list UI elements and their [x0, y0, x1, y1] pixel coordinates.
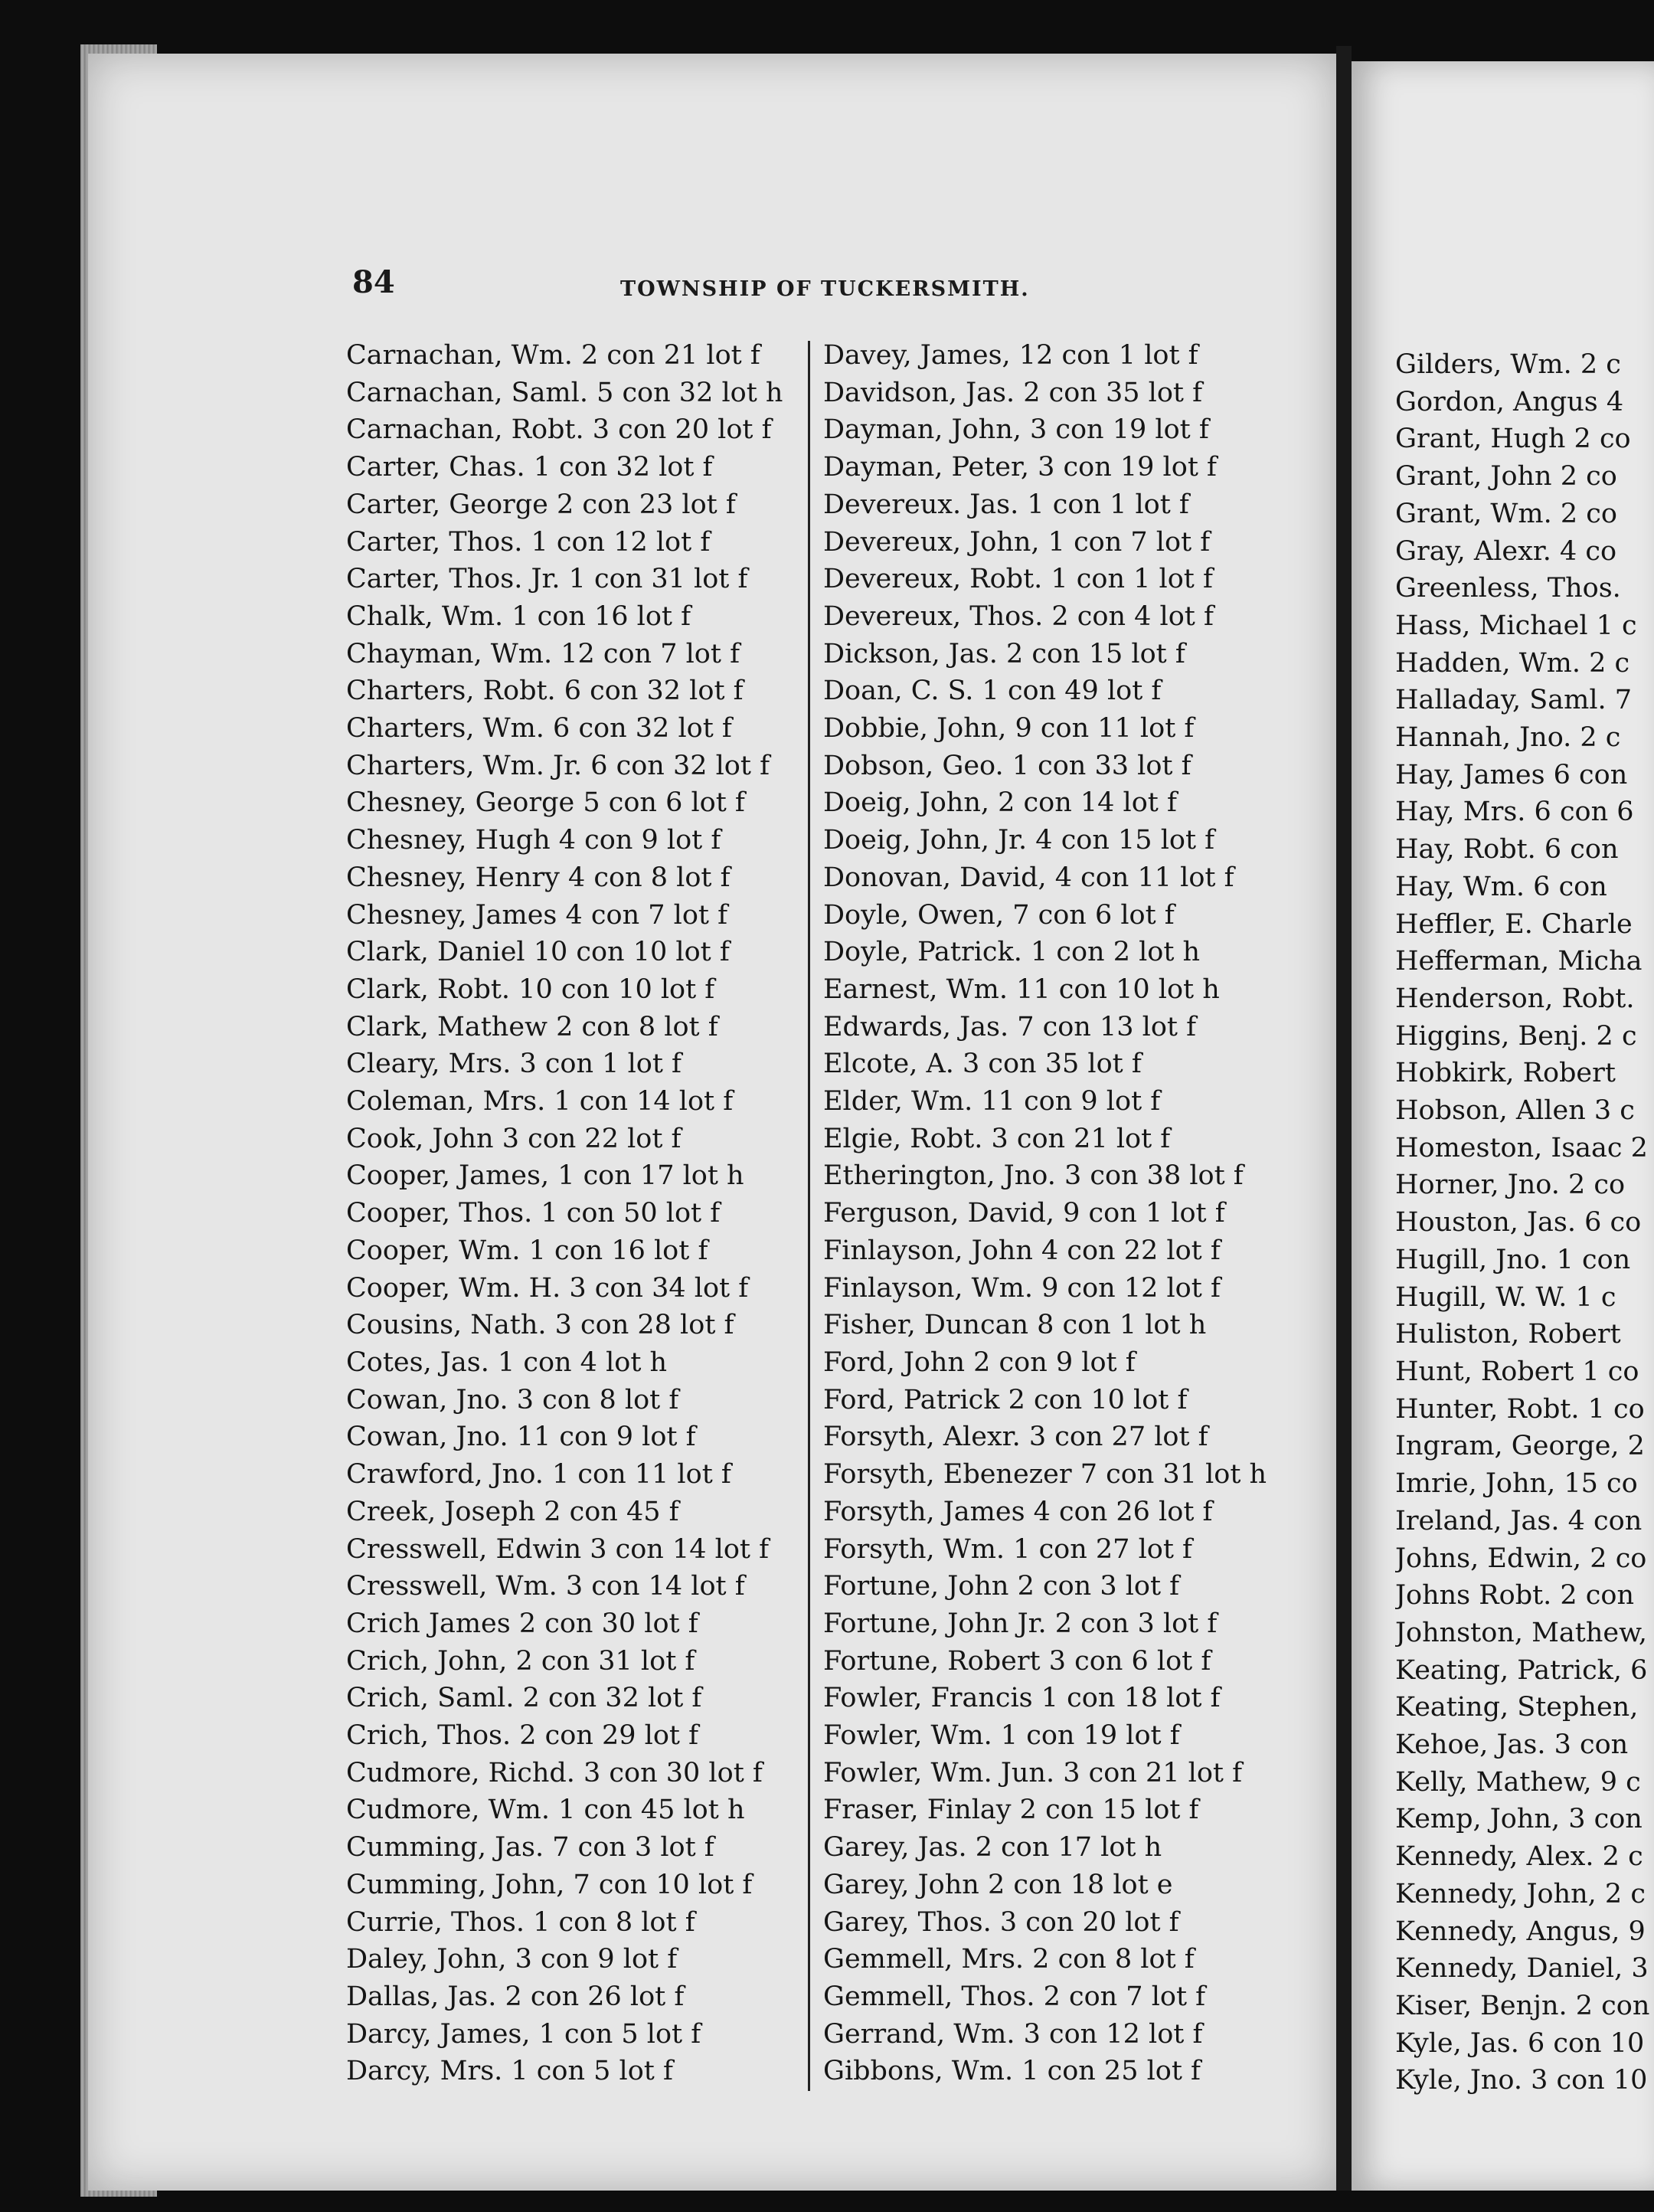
directory-entry: Fraser, Finlay 2 con 15 lot f — [823, 1795, 1199, 1826]
directory-entry: Crich, Thos. 2 con 29 lot f — [346, 1720, 699, 1752]
directory-entry: Gibbons, Wm. 1 con 25 lot f — [823, 2056, 1201, 2087]
directory-entry: Earnest, Wm. 11 con 10 lot h — [823, 973, 1220, 1005]
directory-entry: Grant, John 2 co — [1395, 461, 1617, 492]
directory-entry: Hannah, Jno. 2 c — [1395, 722, 1621, 754]
directory-entry: Cumming, John, 7 con 10 lot f — [346, 1869, 753, 1900]
directory-entry: Cooper, Wm. H. 3 con 34 lot f — [346, 1272, 749, 1304]
directory-entry: Garey, Jas. 2 con 17 lot h — [823, 1832, 1162, 1864]
column-divider — [808, 341, 810, 2091]
directory-entry: Doeig, John, 2 con 14 lot f — [823, 787, 1177, 819]
directory-entry: Devereux, John, 1 con 7 lot f — [823, 526, 1211, 558]
directory-entry: Hass, Michael 1 c — [1395, 610, 1637, 641]
directory-entry: Chayman, Wm. 12 con 7 lot f — [346, 638, 740, 669]
directory-entry: Clark, Robt. 10 con 10 lot f — [346, 973, 715, 1005]
page-title: TOWNSHIP OF TUCKERSMITH. — [620, 277, 1030, 301]
directory-entry: Carter, Chas. 1 con 32 lot f — [346, 452, 713, 483]
directory-entry: Heffler, E. Charle — [1395, 908, 1633, 940]
directory-entry: Fowler, Wm. Jun. 3 con 21 lot f — [823, 1757, 1243, 1788]
directory-entry: Doan, C. S. 1 con 49 lot f — [823, 676, 1162, 707]
directory-entry: Henderson, Robt. — [1395, 983, 1635, 1014]
directory-entry: Ferguson, David, 9 con 1 lot f — [823, 1198, 1225, 1229]
directory-entry: Chesney, James 4 con 7 lot f — [346, 899, 728, 931]
directory-entry: Charters, Wm. 6 con 32 lot f — [346, 713, 732, 744]
directory-entry: Kennedy, Alex. 2 c — [1395, 1841, 1643, 1873]
page-number: 84 — [352, 264, 395, 300]
directory-entry: Forsyth, Alexr. 3 con 27 lot f — [823, 1422, 1208, 1453]
directory-entry: Hugill, Jno. 1 con — [1395, 1244, 1631, 1275]
directory-entry: Carnachan, Wm. 2 con 21 lot f — [346, 340, 760, 371]
directory-entry: Doyle, Patrick. 1 con 2 lot h — [823, 937, 1201, 968]
directory-entry: Johnston, Mathew, — [1395, 1617, 1648, 1648]
directory-entry: Doyle, Owen, 7 con 6 lot f — [823, 899, 1175, 931]
directory-entry: Crich, Saml. 2 con 32 lot f — [346, 1683, 702, 1714]
directory-entry: Fortune, John Jr. 2 con 3 lot f — [823, 1608, 1218, 1639]
directory-entry: Cooper, Thos. 1 con 50 lot f — [346, 1198, 721, 1229]
directory-entry: Grant, Hugh 2 co — [1395, 424, 1631, 455]
directory-entry: Kehoe, Jas. 3 con — [1395, 1729, 1629, 1761]
directory-entry: Gemmell, Mrs. 2 con 8 lot f — [823, 1944, 1195, 1975]
directory-entry: Elcote, A. 3 con 35 lot f — [823, 1049, 1142, 1080]
directory-entry: Etherington, Jno. 3 con 38 lot f — [823, 1160, 1244, 1192]
directory-entry: Hay, Robt. 6 con — [1395, 834, 1619, 865]
directory-entry: Creek, Joseph 2 con 45 f — [346, 1496, 679, 1527]
directory-entry: Garey, Thos. 3 con 20 lot f — [823, 1906, 1179, 1938]
directory-entry: Huliston, Robert — [1395, 1319, 1621, 1350]
directory-entry: Crawford, Jno. 1 con 11 lot f — [346, 1459, 731, 1490]
directory-entry: Hefferman, Micha — [1395, 946, 1643, 977]
directory-entry: Dobbie, John, 9 con 11 lot f — [823, 713, 1195, 744]
directory-entry: Currie, Thos. 1 con 8 lot f — [346, 1906, 695, 1938]
directory-entry: Gemmell, Thos. 2 con 7 lot f — [823, 1981, 1206, 2012]
directory-entry: Kennedy, John, 2 c — [1395, 1878, 1646, 1909]
directory-entry: Hay, Wm. 6 con — [1395, 871, 1607, 902]
directory-entry: Carter, George 2 con 23 lot f — [346, 489, 736, 520]
directory-entry: Cowan, Jno. 3 con 8 lot f — [346, 1384, 679, 1415]
directory-entry: Fowler, Francis 1 con 18 lot f — [823, 1683, 1221, 1714]
directory-entry: Chesney, Henry 4 con 8 lot f — [346, 862, 731, 893]
directory-entry: Donovan, David, 4 con 11 lot f — [823, 862, 1234, 893]
directory-entry: Cooper, James, 1 con 17 lot h — [346, 1160, 744, 1192]
directory-entry: Fortune, Robert 3 con 6 lot f — [823, 1645, 1211, 1677]
directory-entry: Johns, Edwin, 2 co — [1395, 1543, 1647, 1574]
directory-entry: Cudmore, Wm. 1 con 45 lot h — [346, 1795, 745, 1826]
directory-entry: Halladay, Saml. 7 — [1395, 685, 1633, 716]
directory-entry: Cowan, Jno. 11 con 9 lot f — [346, 1422, 696, 1453]
directory-entry: Edwards, Jas. 7 con 13 lot f — [823, 1011, 1197, 1042]
directory-column-1 — [346, 337, 783, 2090]
book-gutter — [1336, 46, 1352, 2191]
directory-entry: Gilders, Wm. 2 c — [1395, 349, 1621, 380]
directory-entry: Cudmore, Richd. 3 con 30 lot f — [346, 1757, 763, 1788]
directory-entry: Keating, Stephen, — [1395, 1692, 1639, 1723]
directory-entry: Kyle, Jas. 6 con 10 — [1395, 2027, 1645, 2059]
directory-entry: Houston, Jas. 6 co — [1395, 1207, 1642, 1239]
directory-entry: Forsyth, Wm. 1 con 27 lot f — [823, 1533, 1192, 1565]
directory-entry: Darcy, Mrs. 1 con 5 lot f — [346, 2056, 673, 2087]
directory-entry: Hunt, Robert 1 co — [1395, 1356, 1639, 1387]
directory-entry: Clark, Mathew 2 con 8 lot f — [346, 1011, 718, 1042]
directory-entry: Fortune, John 2 con 3 lot f — [823, 1571, 1180, 1602]
directory-entry: Ireland, Jas. 4 con — [1395, 1505, 1643, 1536]
directory-entry: Cooper, Wm. 1 con 16 lot f — [346, 1235, 708, 1266]
directory-entry: Clark, Daniel 10 con 10 lot f — [346, 937, 730, 968]
directory-entry: Hadden, Wm. 2 c — [1395, 647, 1630, 679]
directory-entry: Garey, John 2 con 18 lot e — [823, 1869, 1173, 1900]
directory-entry: Imrie, John, 15 co — [1395, 1468, 1638, 1500]
directory-entry: Dallas, Jas. 2 con 26 lot f — [346, 1981, 685, 2012]
directory-entry: Carnachan, Saml. 5 con 32 lot h — [346, 377, 783, 408]
directory-entry: Kyle, Jno. 3 con 10 — [1395, 2065, 1648, 2096]
directory-entry: Ingram, George, 2 — [1395, 1431, 1645, 1462]
directory-entry: Ford, John 2 con 9 lot f — [823, 1347, 1136, 1378]
directory-entry: Hay, Mrs. 6 con 6 — [1395, 797, 1634, 828]
directory-entry: Cousins, Nath. 3 con 28 lot f — [346, 1310, 734, 1341]
directory-entry: Dickson, Jas. 2 con 15 lot f — [823, 638, 1185, 669]
directory-entry: Grant, Wm. 2 co — [1395, 498, 1617, 529]
directory-entry: Devereux, Thos. 2 con 4 lot f — [823, 600, 1214, 632]
directory-entry: Johns Robt. 2 con — [1395, 1580, 1635, 1612]
directory-entry: Cresswell, Edwin 3 con 14 lot f — [346, 1533, 770, 1565]
directory-column-2 — [823, 337, 1267, 2090]
directory-entry: Kelly, Mathew, 9 c — [1395, 1766, 1641, 1798]
directory-entry: Chesney, Hugh 4 con 9 lot f — [346, 825, 721, 856]
directory-entry: Ford, Patrick 2 con 10 lot f — [823, 1384, 1188, 1415]
directory-entry: Kemp, John, 3 con — [1395, 1804, 1643, 1835]
directory-entry: Forsyth, James 4 con 26 lot f — [823, 1496, 1213, 1527]
directory-entry: Crich James 2 con 30 lot f — [346, 1608, 698, 1639]
directory-entry: Hay, James 6 con — [1395, 759, 1628, 790]
directory-entry: Kiser, Benjn. 2 con — [1395, 1990, 1650, 2021]
directory-entry: Cotes, Jas. 1 con 4 lot h — [346, 1347, 668, 1378]
directory-entry: Carnachan, Robt. 3 con 20 lot f — [346, 414, 772, 446]
directory-entry: Dayman, John, 3 con 19 lot f — [823, 414, 1209, 446]
directory-entry: Daley, John, 3 con 9 lot f — [346, 1944, 678, 1975]
directory-column-3 — [1395, 346, 1654, 2099]
directory-entry: Hobson, Allen 3 c — [1395, 1095, 1635, 1127]
directory-entry: Forsyth, Ebenezer 7 con 31 lot h — [823, 1459, 1267, 1490]
directory-entry: Finlayson, Wm. 9 con 12 lot f — [823, 1272, 1221, 1304]
directory-entry: Chesney, George 5 con 6 lot f — [346, 787, 745, 819]
directory-entry: Cumming, Jas. 7 con 3 lot f — [346, 1832, 714, 1864]
directory-entry: Dobson, Geo. 1 con 33 lot f — [823, 750, 1191, 781]
directory-entry: Darcy, James, 1 con 5 lot f — [346, 2018, 701, 2050]
directory-entry: Horner, Jno. 2 co — [1395, 1170, 1626, 1201]
directory-entry: Elgie, Robt. 3 con 21 lot f — [823, 1123, 1171, 1154]
directory-entry: Elder, Wm. 11 con 9 lot f — [823, 1086, 1161, 1117]
directory-entry: Davidson, Jas. 2 con 35 lot f — [823, 377, 1203, 408]
directory-entry: Devereux. Jas. 1 con 1 lot f — [823, 489, 1189, 520]
directory-entry: Kennedy, Angus, 9 — [1395, 1916, 1646, 1947]
directory-entry: Homeston, Isaac 2 — [1395, 1132, 1648, 1163]
directory-entry: Crich, John, 2 con 31 lot f — [346, 1645, 695, 1677]
directory-entry: Higgins, Benj. 2 c — [1395, 1020, 1637, 1052]
directory-entry: Devereux, Robt. 1 con 1 lot f — [823, 564, 1213, 595]
directory-entry: Hobkirk, Robert — [1395, 1058, 1616, 1089]
directory-entry: Gray, Alexr. 4 co — [1395, 535, 1617, 567]
directory-entry: Carter, Thos. Jr. 1 con 31 lot f — [346, 564, 748, 595]
directory-entry: Keating, Patrick, 6 — [1395, 1654, 1648, 1686]
directory-entry: Carter, Thos. 1 con 12 lot f — [346, 526, 711, 558]
directory-entry: Coleman, Mrs. 1 con 14 lot f — [346, 1086, 734, 1117]
directory-entry: Cook, John 3 con 22 lot f — [346, 1123, 682, 1154]
directory-entry: Gerrand, Wm. 3 con 12 lot f — [823, 2018, 1203, 2050]
directory-entry: Fowler, Wm. 1 con 19 lot f — [823, 1720, 1180, 1752]
directory-entry: Charters, Robt. 6 con 32 lot f — [346, 676, 744, 707]
directory-entry: Dayman, Peter, 3 con 19 lot f — [823, 452, 1217, 483]
directory-entry: Cleary, Mrs. 3 con 1 lot f — [346, 1049, 682, 1080]
directory-entry: Greenless, Thos. — [1395, 573, 1621, 604]
directory-entry: Davey, James, 12 con 1 lot f — [823, 340, 1198, 371]
directory-entry: Charters, Wm. Jr. 6 con 32 lot f — [346, 750, 770, 781]
directory-entry: Cresswell, Wm. 3 con 14 lot f — [346, 1571, 745, 1602]
directory-entry: Finlayson, John 4 con 22 lot f — [823, 1235, 1221, 1266]
directory-entry: Hunter, Robt. 1 co — [1395, 1393, 1645, 1425]
directory-entry: Doeig, John, Jr. 4 con 15 lot f — [823, 825, 1215, 856]
directory-entry: Fisher, Duncan 8 con 1 lot h — [823, 1310, 1207, 1341]
directory-entry: Kennedy, Daniel, 3 — [1395, 1953, 1649, 1985]
directory-entry: Hugill, W. W. 1 c — [1395, 1281, 1616, 1313]
directory-entry: Chalk, Wm. 1 con 16 lot f — [346, 600, 691, 632]
directory-entry: Gordon, Angus 4 — [1395, 386, 1624, 417]
